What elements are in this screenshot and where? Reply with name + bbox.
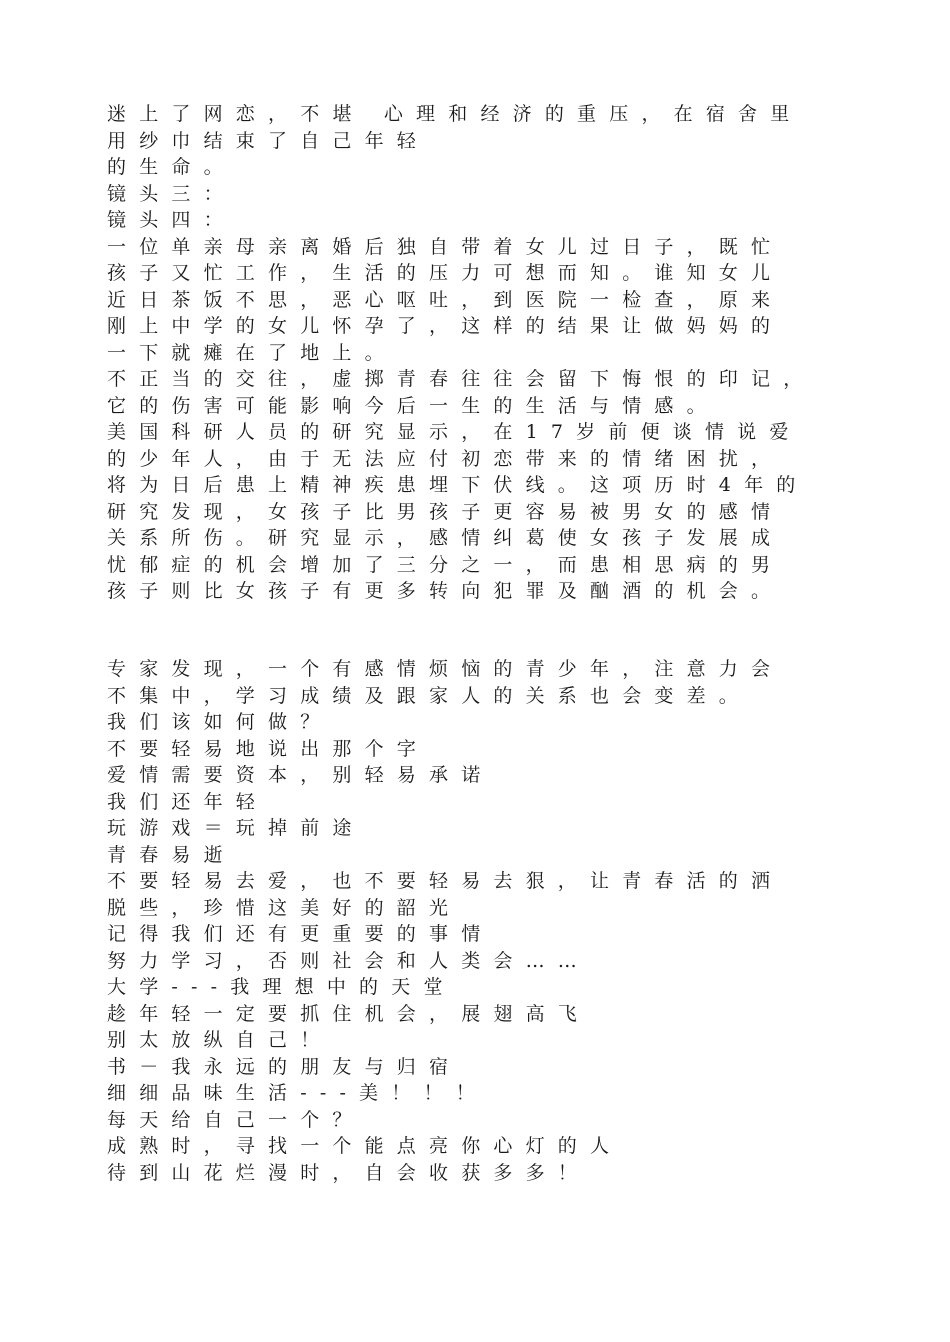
text-line: 研究发现，女孩子比男孩子更容易被男女的感情 <box>107 500 784 523</box>
text-line: 镜头四： <box>107 209 236 231</box>
text-line: 玩游戏＝玩掉前途 <box>107 817 365 839</box>
text-line: 脱些，珍惜这美好的韶光 <box>107 896 462 919</box>
text-line: 细细品味生活---美！！！ <box>107 1082 488 1104</box>
text-line: 的少年人，由于无法应付初恋带来的情绪困扰， <box>107 447 784 470</box>
text-line: 专家发现，一个有感情烦恼的青少年，注意力会 <box>107 658 784 680</box>
text-line: 书－我永远的朋友与归宿 <box>107 1055 462 1078</box>
text-line: 一位单亲母亲离婚后独自带着女儿过日子，既忙 <box>107 235 784 258</box>
text-line: 用纱巾结束了自己年轻 <box>107 129 430 152</box>
text-line: 每天给自己一个？ <box>107 1108 365 1131</box>
text-line: 近日茶饭不思，恶心呕吐，到医院一检查，原来 <box>107 288 784 311</box>
text-line: 不要轻易去爱，也不要轻易去狠，让青春活的洒 <box>107 870 784 892</box>
text-line: 孩子则比女孩子有更多转向犯罪及酗酒的机会。 <box>107 580 784 602</box>
text-line: 我们该如何做？ <box>107 711 333 733</box>
text-line: 趁年轻一定要抓住机会，展翅高飞 <box>107 1002 591 1025</box>
text-line: 将为日后患上精神疾患埋下伏线。这项历时4年的 <box>107 474 809 496</box>
text-line: 记得我们还有更重要的事情 <box>107 923 494 945</box>
text-line: 青春易逝 <box>107 843 236 866</box>
text-line: 迷上了网恋，不堪 心理和经济的重压，在宿舍里 <box>107 103 803 125</box>
text-line: 爱情需要资本，别轻易承诺 <box>107 764 494 786</box>
text-line: 镜头三： <box>107 182 236 205</box>
text-line: 不集中，学习成绩及跟家人的关系也会变差。 <box>107 684 752 707</box>
text-line: 关系所伤。研究显示，感情纠葛使女孩子发展成 <box>107 527 784 549</box>
text-section-2 <box>107 656 887 1186</box>
text-section-1 <box>107 101 887 605</box>
text-line: 刚上中学的女儿怀孕了，这样的结果让做妈妈的 <box>107 315 784 337</box>
text-line: 不正当的交往，虚掷青春往往会留下悔恨的印记， <box>107 368 816 390</box>
text-line: 大学---我理想中的天堂 <box>107 976 456 998</box>
text-line: 成熟时，寻找一个能点亮你心灯的人 <box>107 1135 623 1157</box>
text-line: 孩子又忙工作，生活的压力可想而知。谁知女儿 <box>107 262 784 284</box>
text-line: 的生命。 <box>107 156 236 178</box>
text-line: 忧郁症的机会增加了三分之一，而患相思病的男 <box>107 553 784 576</box>
text-line: 不要轻易地说出那个字 <box>107 737 430 760</box>
text-line: 它的伤害可能影响今后一生的生活与情感。 <box>107 394 719 417</box>
text-line: 别太放纵自己！ <box>107 1029 333 1051</box>
text-line: 待到山花烂漫时，自会收获多多！ <box>107 1161 591 1184</box>
text-line: 我们还年轻 <box>107 790 269 813</box>
text-line: 美国科研人员的研究显示，在17岁前便谈情说爱 <box>107 421 802 443</box>
text-line: 努力学习，否则社会和人类会…… <box>107 949 591 972</box>
text-line: 一下就瘫在了地上。 <box>107 341 397 364</box>
